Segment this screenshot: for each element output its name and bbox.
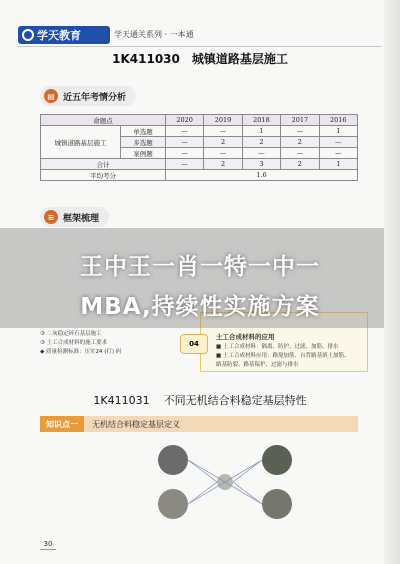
aggregate-image-3 (262, 445, 292, 475)
brand-logo-badge (18, 26, 110, 44)
table-cell: 1 (242, 126, 280, 137)
subsection-text: 不同无机结合料稳定基层特性 (163, 394, 307, 407)
question-type: 单选题 (121, 126, 166, 137)
table-row (41, 126, 358, 137)
connector-lines (188, 460, 262, 504)
average-row (41, 170, 358, 181)
table-cell: — (204, 148, 242, 159)
series-label: 学天通关系列 · 一本通 (114, 30, 194, 39)
table-cell: 1 (319, 159, 357, 170)
framework-line: ◆ 质量检测标准：压实24 (打) 码 (40, 349, 122, 355)
exam-analysis-heading (40, 86, 136, 106)
framework-line: ■ 土工合成材料应用：路堤加筋、台背路基填土加筋、 (216, 353, 350, 359)
aggregate-image-2 (158, 489, 188, 519)
question-type: 多选题 (121, 137, 166, 148)
subsection-title (0, 392, 400, 408)
subsection-code: 1K411031 (93, 394, 150, 407)
table-cell: — (165, 148, 203, 159)
table-cell: 2 (281, 159, 319, 170)
table-cell: — (242, 148, 280, 159)
average-value: 1.6 (165, 170, 357, 181)
exam-analysis-label: 近五年考情分析 (63, 92, 127, 103)
materials-diagram (145, 438, 305, 530)
chart-icon: ▤ (44, 89, 58, 103)
table-cell: — (204, 126, 242, 137)
table-cell: — (165, 137, 203, 148)
table-header: 2018 (242, 115, 280, 126)
table-cell: — (281, 126, 319, 137)
framework-line: ■ 土工合成材料：隔离、防护、过滤、加筋、排水 (216, 344, 339, 350)
table-cell: — (319, 137, 357, 148)
total-label: 合计 (41, 159, 166, 170)
framework-line: ③ 土工合成材料的施工要求 (40, 340, 108, 346)
topic-cell: 城镇道路基层施工 (41, 126, 121, 159)
table-cell: 3 (242, 159, 280, 170)
brand-icon (22, 29, 34, 41)
brand-name: 学天教育 (37, 29, 81, 42)
table-header: 2019 (204, 115, 242, 126)
table-cell: 1 (319, 126, 357, 137)
table-cell: — (281, 148, 319, 159)
framework-left-text (40, 330, 180, 357)
table-cell: 2 (242, 137, 280, 148)
table-header: 2020 (165, 115, 203, 126)
table-header: 2016 (319, 115, 357, 126)
question-type: 案例题 (121, 148, 166, 159)
page-fold-shadow (384, 0, 400, 564)
framework-label: 框架梳理 (63, 213, 100, 224)
knowledge-point-tag: 知识点一 (40, 416, 84, 432)
framework-line: ③ 二灰稳定碎石基层施工 (40, 331, 102, 337)
knowledge-point-title: 无机结合料稳定基层定义 (92, 420, 180, 429)
aggregate-image-1 (158, 445, 188, 475)
table-header: 命题点 (41, 115, 166, 126)
total-row (41, 159, 358, 170)
list-icon: ≡ (44, 210, 58, 224)
framework-node-title: 土工合成材料的应用 (216, 333, 275, 341)
overlay-headline-2: MBA,持续性实施方案 (80, 294, 320, 320)
aggregate-image-4 (262, 489, 292, 519)
knowledge-point-bar (40, 416, 358, 432)
exam-analysis-table (40, 114, 358, 181)
page-number: 30 (40, 538, 56, 550)
average-label: 平均考分 (41, 170, 166, 181)
table-cell: — (165, 126, 203, 137)
table-cell: 2 (281, 137, 319, 148)
framework-right-text (216, 333, 366, 370)
table-header: 2017 (281, 115, 319, 126)
framework-heading (40, 207, 109, 227)
overlay-headline-1: 王中王一肖一特一中一 (80, 254, 320, 280)
table-cell: 2 (204, 137, 242, 148)
framework-line: 路基防裂、路基保护、过滤与排水 (216, 362, 299, 368)
table-cell: — (319, 148, 357, 159)
header-divider (18, 46, 382, 47)
table-cell: — (165, 159, 203, 170)
framework-node-number: 04 (180, 334, 208, 354)
section-title: 1K411030 城镇道路基层施工 (112, 52, 288, 66)
table-cell: 2 (204, 159, 242, 170)
